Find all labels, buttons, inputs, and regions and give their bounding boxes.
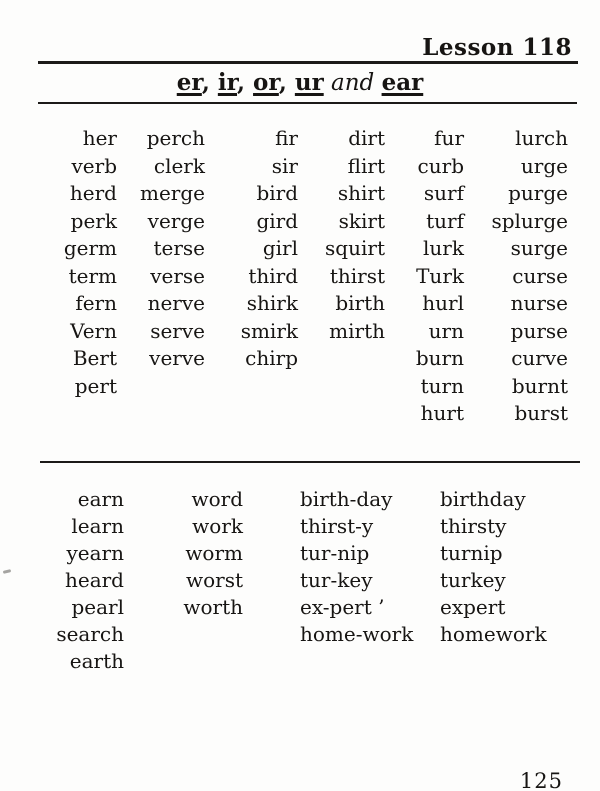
word-column-ur-1: [379, 125, 464, 428]
stray-mark: [3, 569, 11, 574]
word: tur-key: [300, 568, 373, 592]
word: chirp: [245, 346, 298, 370]
section-divider-rule: [40, 461, 580, 463]
page-number: 125: [519, 769, 563, 791]
word: burnt: [511, 373, 568, 398]
word: thirst-y: [300, 514, 374, 538]
word: worst: [185, 568, 243, 592]
word: skirt: [338, 208, 385, 233]
title-vowel-team: or: [253, 69, 279, 96]
word: sir: [271, 153, 298, 178]
word: burst: [514, 401, 568, 425]
word: merge: [140, 181, 205, 205]
word: tur-nip: [300, 541, 370, 565]
word: bird: [256, 181, 298, 205]
word: nerve: [147, 291, 205, 315]
word: search: [56, 622, 124, 646]
word: perch: [146, 126, 205, 150]
lesson-header: Lesson 118: [422, 34, 572, 61]
word: urn: [428, 318, 464, 343]
word: learn: [71, 514, 124, 538]
word: curb: [417, 153, 464, 178]
word: heard: [64, 568, 124, 592]
word: girl: [262, 236, 298, 260]
word: birth-day: [300, 487, 393, 511]
word: pearl: [71, 595, 124, 619]
word-column-ir-2: [300, 125, 385, 345]
title-vowel-team: ur: [294, 69, 324, 96]
word: earth: [69, 649, 124, 673]
word: verge: [147, 208, 205, 233]
word: fern: [75, 291, 117, 315]
word: thirsty: [440, 514, 507, 538]
word: home-work: [300, 622, 414, 646]
word: urge: [520, 153, 568, 178]
word: turnip: [440, 541, 503, 565]
word-column-or: [163, 486, 243, 621]
word: serve: [150, 318, 205, 343]
title-vowel-team: er: [176, 69, 202, 96]
title-vowel-team: ear: [381, 69, 424, 96]
word: pert: [74, 373, 117, 398]
word: flirt: [347, 153, 385, 178]
word: shirt: [337, 181, 385, 205]
word: curse: [512, 263, 568, 288]
word: homework: [440, 622, 547, 646]
word-column-ur-2: [478, 125, 568, 428]
word-column-er-2: [125, 125, 205, 373]
title-text: and: [323, 70, 382, 96]
word: smirk: [240, 318, 298, 343]
word: verse: [150, 263, 205, 288]
word: curve: [511, 346, 568, 370]
word-column-ir-1: [218, 125, 298, 373]
word-column-hyphenated: [300, 486, 432, 648]
word: perk: [70, 208, 117, 233]
word: fir: [275, 126, 298, 150]
word: surge: [510, 236, 568, 260]
word: birth: [335, 291, 385, 315]
word: yearn: [66, 541, 124, 565]
word: her: [82, 126, 117, 150]
word: mirth: [329, 318, 385, 343]
word-column-combined: [440, 486, 580, 648]
word: lurk: [423, 236, 464, 260]
word: verb: [71, 153, 117, 178]
word-column-ear: [44, 486, 124, 675]
word: worth: [183, 595, 243, 619]
word: Turk: [416, 263, 464, 288]
title-vowel-team: ir: [217, 69, 238, 96]
word: thirst: [329, 263, 385, 288]
word: ex-pert ’: [300, 595, 385, 619]
word-column-er-1: [37, 125, 117, 400]
lesson-title: [0, 69, 600, 96]
word: earn: [77, 487, 124, 511]
word: word: [191, 487, 243, 511]
word: birthday: [440, 487, 526, 511]
word: nurse: [510, 291, 568, 315]
word: hurl: [422, 291, 464, 315]
word: turkey: [440, 568, 506, 592]
word: gird: [256, 208, 298, 233]
title-text: ,: [201, 69, 218, 96]
word: dirt: [348, 126, 385, 150]
word: term: [68, 263, 117, 288]
word: third: [248, 263, 298, 288]
word: hurt: [420, 401, 464, 425]
title-text: ,: [237, 69, 254, 96]
word: burn: [415, 346, 464, 370]
word: Vern: [70, 318, 117, 343]
title-text: ,: [278, 69, 295, 96]
word: clerk: [153, 153, 205, 178]
word: squirt: [325, 236, 385, 260]
word: expert: [440, 595, 506, 619]
word: germ: [63, 236, 117, 260]
word: lurch: [515, 126, 568, 150]
word: purge: [508, 181, 568, 205]
word: Bert: [72, 346, 117, 370]
word: surf: [423, 181, 464, 205]
word: shirk: [246, 291, 298, 315]
word: terse: [153, 236, 205, 260]
word: turn: [420, 373, 464, 398]
word: fur: [434, 126, 464, 150]
word: worm: [185, 541, 243, 565]
word: purse: [510, 318, 568, 343]
header-rule: [38, 61, 578, 64]
word: turf: [426, 208, 464, 233]
word: herd: [69, 181, 117, 205]
word: work: [192, 514, 243, 538]
word: splurge: [491, 208, 568, 233]
title-rule: [38, 102, 577, 104]
word: verve: [149, 346, 205, 370]
